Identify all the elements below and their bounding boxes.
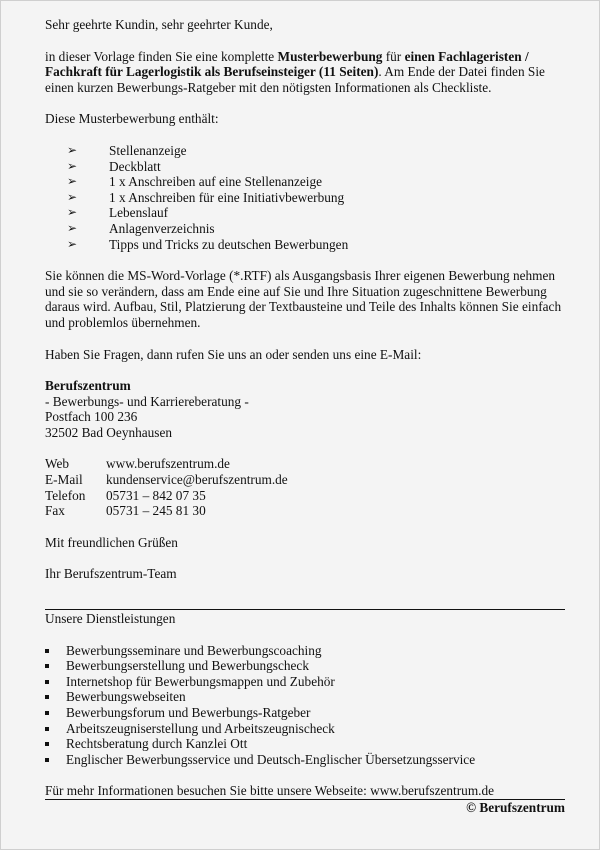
footer-info: Für mehr Informationen besuchen Sie bitte unsere Webseite: www.berufszentrum.de [45, 783, 495, 799]
list-item-text: 1 x Anschreiben auf eine Stellenanzeige [109, 174, 323, 190]
intro-text: für [382, 48, 405, 64]
list-item [45, 674, 565, 690]
square-bullet-icon [45, 680, 49, 684]
square-bullet-icon [45, 758, 49, 762]
square-bullet-icon [45, 649, 49, 653]
list-item [67, 221, 565, 237]
company-po-box: Postfach 100 236 [45, 409, 138, 425]
list-item-text: Englischer Bewerbungsservice und Deutsch-Englischer Übersetzungsservice [66, 751, 476, 767]
list-item [67, 205, 565, 221]
square-bullet-icon [45, 695, 49, 699]
intro-text: . Am Ende der Datei finden Sie einen kurzen Bewerbungs-Ratgeber mit den nötigsten Informationen als Checkliste. [45, 64, 545, 95]
divider [45, 609, 565, 610]
arrow-bullet-icon: ➢ [67, 205, 78, 220]
web-link[interactable]: www.berufszentrum.de [106, 456, 230, 472]
salutation: Sehr geehrte Kundin, sehr geehrter Kunde, [45, 17, 273, 32]
list-item-text: Rechtsberatung durch Kanzlei Ott [66, 736, 248, 752]
contents-heading: Diese Musterbewerbung enthält: [45, 111, 219, 127]
arrow-bullet-icon: ➢ [67, 158, 78, 173]
list-item [67, 159, 565, 175]
contents-list [45, 143, 565, 252]
services-heading: Unsere Dienstleistungen [45, 611, 176, 627]
list-item [67, 143, 565, 159]
fax-value: 05731 – 245 81 30 [106, 503, 206, 519]
list-item-text: Internetshop für Bewerbungsmappen und Zubehör [66, 673, 335, 689]
arrow-bullet-icon: ➢ [67, 236, 78, 251]
square-bullet-icon [45, 742, 49, 746]
company-tagline: - Bewerbungs- und Karriereberatung - [45, 393, 249, 409]
list-item-text: Lebenslauf [109, 205, 169, 221]
intro-text: in dieser Vorlage finden Sie eine komplette [45, 48, 278, 64]
list-item-text: Bewerbungsforum und Bewerbungs-Ratgeber [66, 705, 311, 720]
company-name [45, 378, 565, 394]
square-bullet-icon [45, 711, 49, 715]
list-item-text: Arbeitszeugniserstellung und Arbeitszeugnischeck [66, 720, 335, 736]
list-item [45, 752, 565, 768]
list-item-text: Bewerbungsseminare und Bewerbungscoaching [66, 642, 322, 658]
list-item [45, 658, 565, 674]
intro-bold-job: einen Fachlageristen / Fachkraft für Lagerlogistik als Berufseinsteiger (11 Seiten) [45, 48, 529, 80]
list-item-text: Stellenanzeige [109, 142, 187, 158]
list-item [45, 689, 565, 705]
list-item [45, 705, 565, 721]
list-item-text: Deckblatt [109, 158, 161, 174]
contact-block [45, 456, 565, 518]
closing: Mit freundlichen Grüßen [45, 534, 178, 550]
company-city: 32502 Bad Oeynhausen [45, 424, 173, 440]
arrow-bullet-icon: ➢ [67, 189, 78, 204]
list-item [45, 721, 565, 737]
contact-label: Telefon [45, 487, 86, 503]
services-list [45, 643, 565, 768]
signature: Ihr Berufszentrum-Team [45, 566, 177, 582]
contact-row-phone [45, 488, 565, 504]
list-item-text: Tipps und Tricks zu deutschen Bewerbungen [109, 236, 349, 252]
intro-paragraph [45, 49, 565, 96]
contact-row-web [45, 456, 565, 472]
contact-row-email [45, 472, 565, 488]
list-item-text: 1 x Anschreiben für eine Initiativbewerbung [109, 189, 345, 205]
contact-label: E-Mail [45, 472, 83, 488]
email-link[interactable]: kundenservice@berufszentrum.de [106, 472, 288, 488]
contact-label: Web [45, 456, 70, 472]
intro-bold-product: Musterbewerbung [277, 48, 383, 64]
list-item-text: Bewerbungswebseiten [66, 689, 186, 705]
list-item [67, 174, 565, 190]
square-bullet-icon [45, 664, 49, 668]
list-item [67, 237, 565, 253]
arrow-bullet-icon: ➢ [67, 220, 78, 235]
list-item [67, 190, 565, 206]
document-page [45, 17, 565, 816]
contact-label: Fax [45, 503, 65, 519]
square-bullet-icon [45, 727, 49, 731]
list-item-text: Anlagenverzeichnis [109, 220, 215, 236]
list-item [45, 643, 565, 659]
questions-paragraph: Haben Sie Fragen, dann rufen Sie uns an oder senden uns eine E-Mail: [45, 346, 422, 362]
word-template-paragraph: Sie können die MS-Word-Vorlage (*.RTF) als Ausgangsbasis Ihrer eigenen Bewerbung nehmen und sie so verändern, dass am Ende eine auf Sie und Ihre Situation zugeschnittene Bewerbung daraus wird. Aufbau, Stil, Platzierung der Textbausteine und Teile des Inhalts können Sie einfach und problemlos übernehmen. [45, 268, 562, 330]
company-name-text: Berufszentrum [45, 378, 131, 394]
arrow-bullet-icon: ➢ [67, 142, 78, 157]
copyright: © Berufszentrum [466, 799, 565, 815]
list-item-text: Bewerbungserstellung und Bewerbungscheck [66, 658, 309, 674]
arrow-bullet-icon: ➢ [67, 174, 78, 189]
list-item [45, 736, 565, 752]
contact-row-fax [45, 503, 565, 519]
phone-value: 05731 – 842 07 35 [106, 487, 206, 503]
